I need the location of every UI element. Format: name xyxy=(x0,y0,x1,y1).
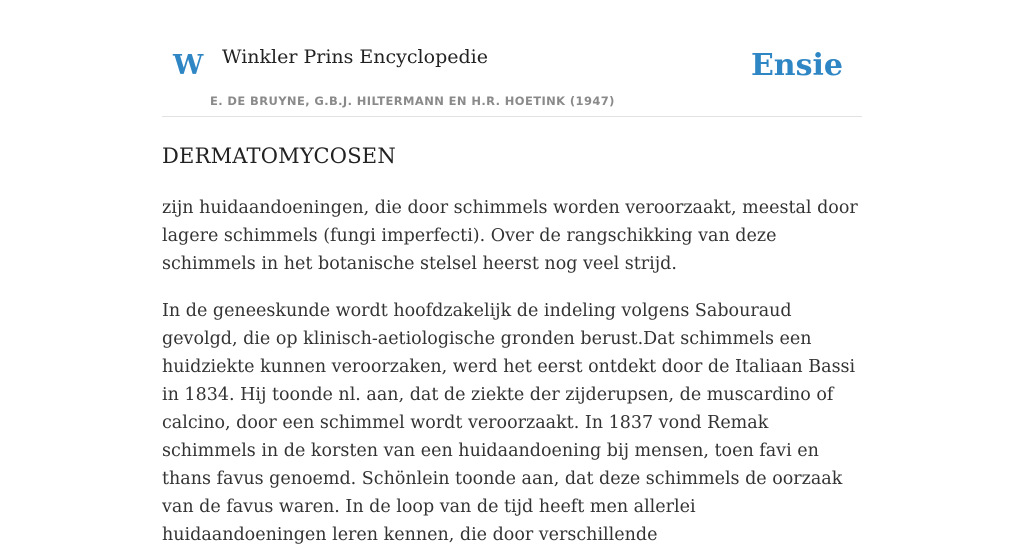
publication-title[interactable]: Winkler Prins Encyclopedie xyxy=(222,46,488,68)
page xyxy=(162,0,862,549)
article-paragraph-1: zijn huidaandoeningen, die door schimmels worden veroorzaakt, meestal door lagere schimmels (fungi imperfecti). Over de rangschikking van deze schimmels in het botanische stelsel heerst nog veel strijd. xyxy=(162,198,858,275)
site-header xyxy=(162,0,862,117)
ensie-logo[interactable]: Ensie xyxy=(750,48,843,83)
article-paragraph-2: In de geneeskunde wordt hoofdzakelijk de indeling volgens Sabouraud gevolgd, die op klinisch-aetiologische gronden berust.Dat schimmels een huidziekte kunnen veroorzaken, werd het eerst ontdekt door de Italiaan Bassi in 1834. Hij toonde nl. aan, dat de ziekte der zijderupsen, de muscardino of calcino, door een schimmel wordt veroorzaakt. In 1837 vond Remak schimmels in de korsten van een huidaandoening bij mensen, toen favi en thans favus genoemd. Schönlein toonde aan, dat deze schimmels de oorzaak van de favus waren. In de loop van de tijd heeft men allerlei huidaandoeningen leren kennen, die door verschillende xyxy=(162,301,856,546)
article-title: DERMATOMYCOSEN xyxy=(162,144,396,168)
publication-authors: E. DE BRUYNE, G.B.J. HILTERMANN EN H.R. HOETINK (1947) xyxy=(210,94,615,108)
publication-logo[interactable]: W xyxy=(173,50,204,81)
